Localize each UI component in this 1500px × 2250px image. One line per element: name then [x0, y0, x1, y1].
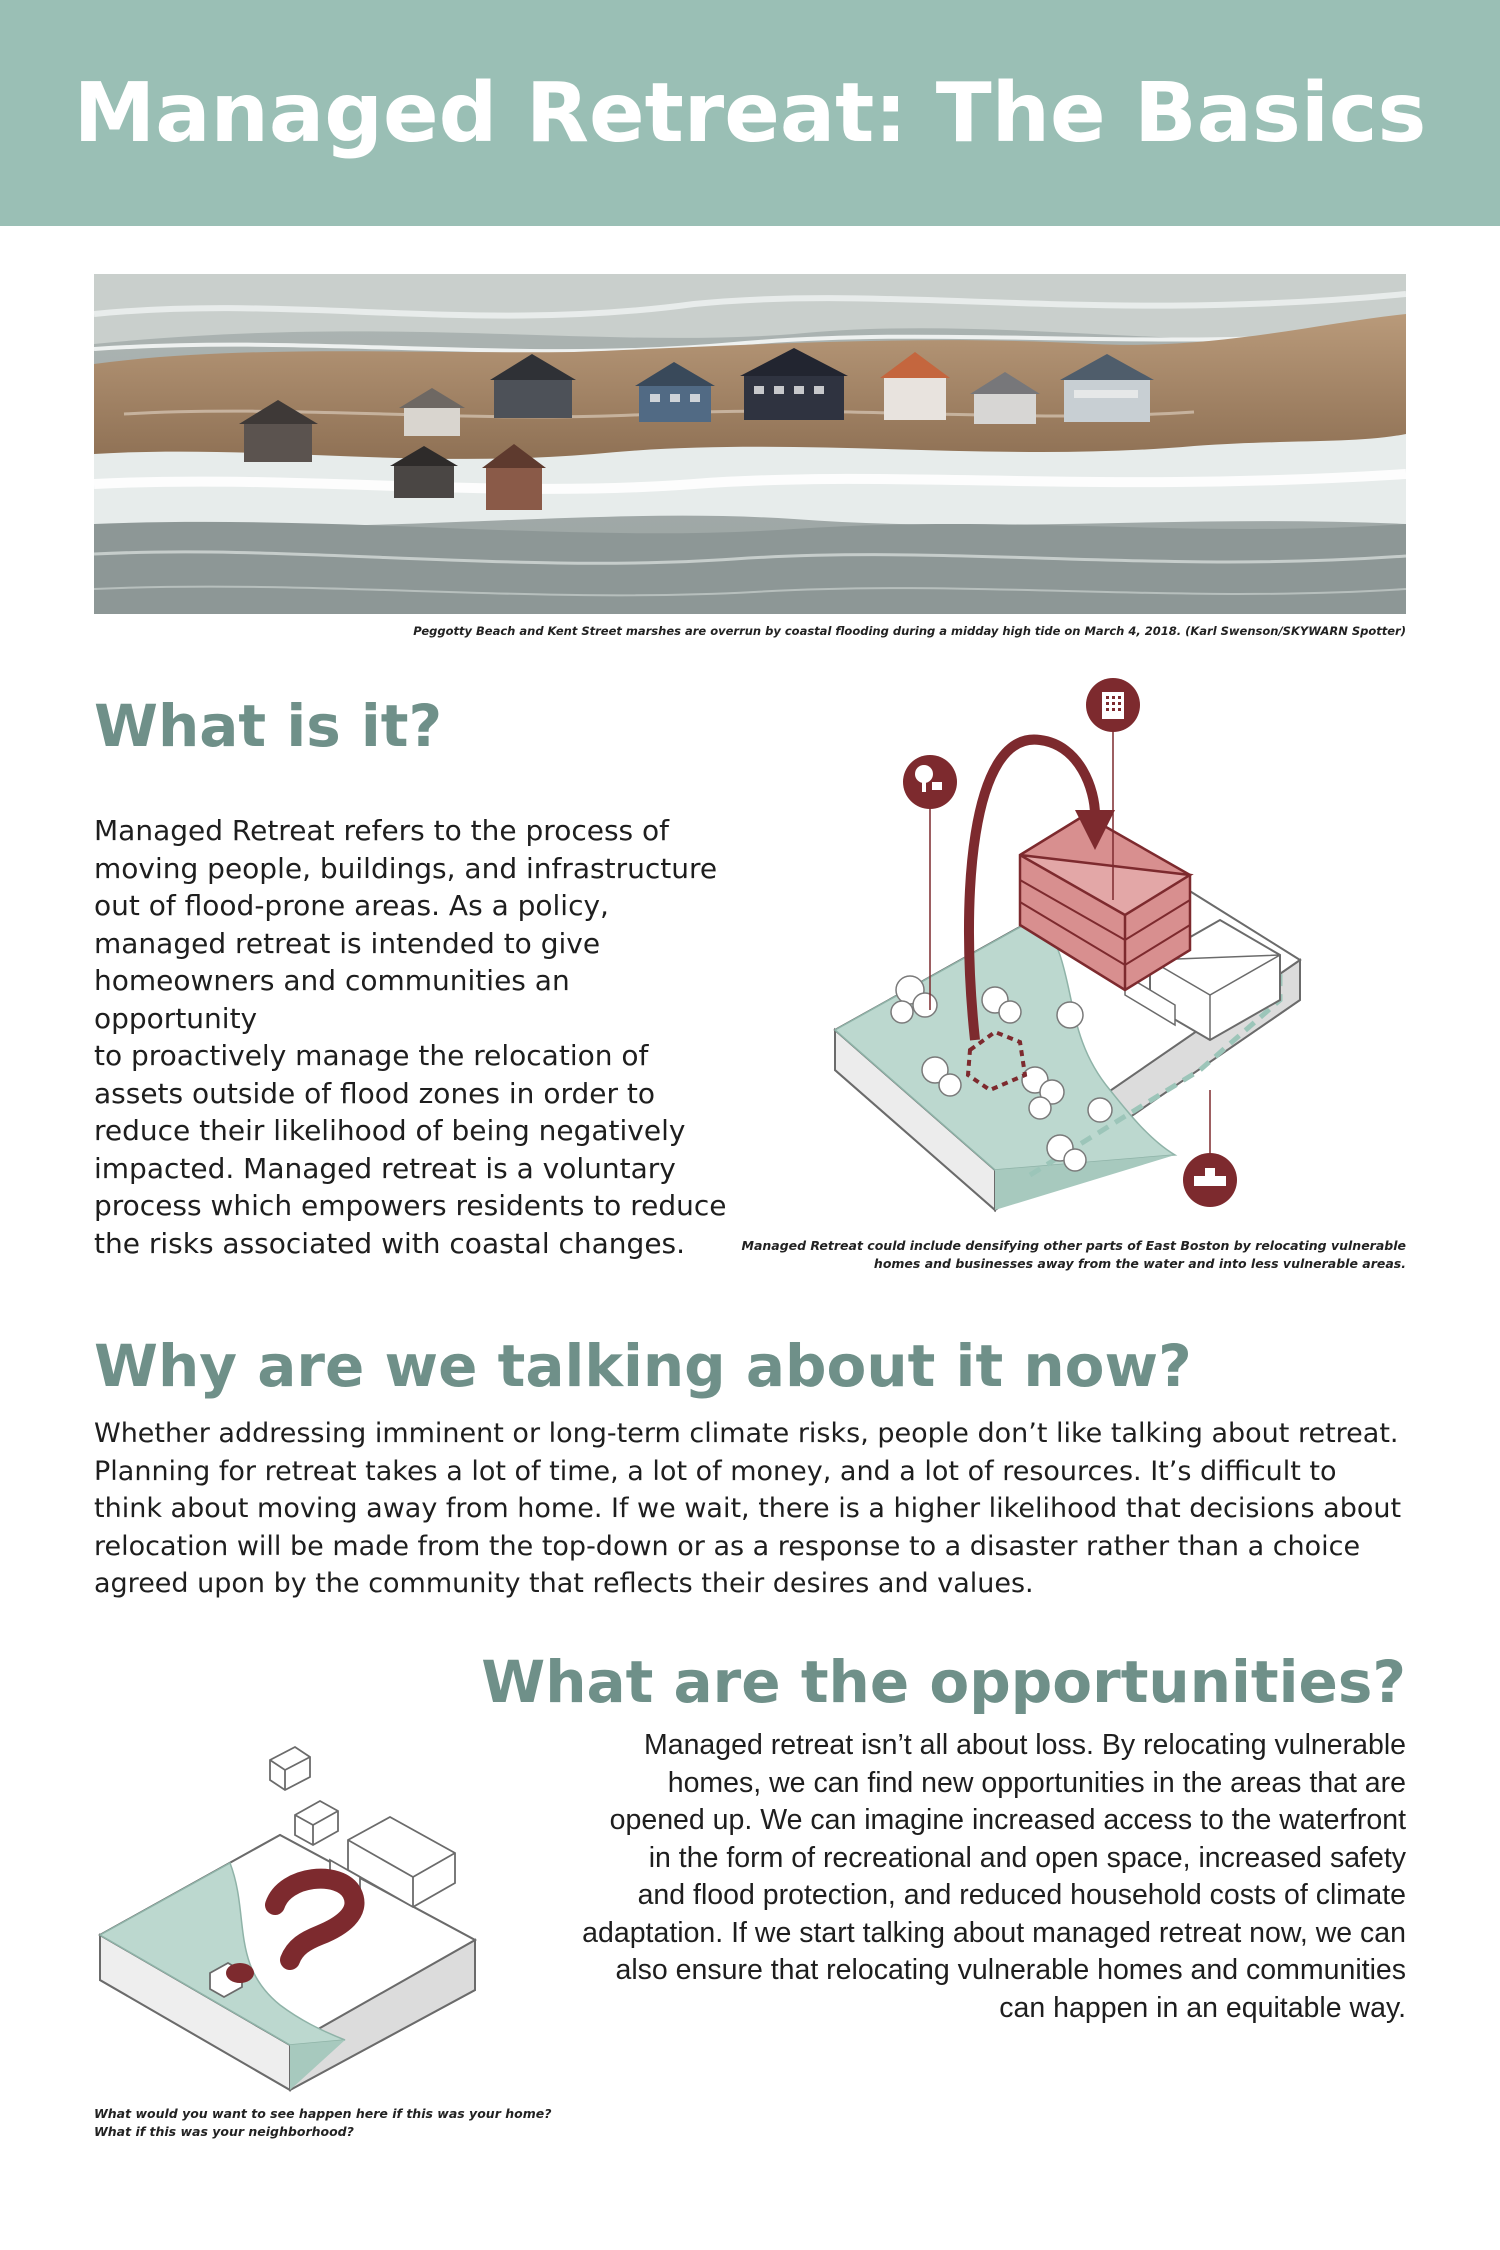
- question-diagram: [90, 1735, 490, 2095]
- paragraph-line: also ensure that relocating vulnerable homes and communities: [615, 1954, 1406, 1986]
- paragraph-line: and flood protection, and reduced household costs of climate: [637, 1879, 1406, 1911]
- paragraph-line: managed retreat is intended to give: [94, 926, 601, 960]
- caption-line: What would you want to see happen here if this was your home?: [94, 2106, 552, 2121]
- paragraph-line: the risks associated with coastal changes.: [94, 1226, 686, 1260]
- paragraph-line: relocation will be made from the top-down or as a response to a disaster rather than a choice: [94, 1530, 1361, 1562]
- caption-line: Managed Retreat could include densifying other parts of East Boston by relocating vulnerable: [741, 1238, 1406, 1253]
- paragraph-line: adaptation. If we start talking about managed retreat now, we can: [582, 1916, 1406, 1949]
- paragraph-line: can happen in an equitable way.: [999, 1991, 1406, 2024]
- title-banner: [0, 0, 1500, 226]
- paragraph-line: impacted. Managed retreat is a voluntary: [94, 1151, 676, 1185]
- paragraph-line: Managed retreat isn’t all about loss. By relocating vulnerable: [643, 1729, 1406, 1761]
- paragraph-line: Whether addressing imminent or long-term climate risks, people don’t like talking about retreat.: [94, 1418, 1399, 1449]
- opportunities-paragraph: [526, 1727, 1406, 2027]
- what-is-it-paragraph: [94, 812, 734, 1262]
- paragraph-line: reduce their likelihood of being negatively: [94, 1114, 686, 1147]
- what-is-it-heading: What is it?: [94, 692, 443, 760]
- question-diagram-caption: [94, 2105, 551, 2141]
- paragraph-line: think about moving away from home. If we wait, there is a higher likelihood that decisions about: [94, 1493, 1402, 1524]
- caption-line: homes and businesses away from the water and into less vulnerable areas.: [873, 1256, 1406, 1271]
- caption-line: What if this was your neighborhood?: [94, 2124, 354, 2139]
- paragraph-line: process which empowers residents to reduce: [94, 1189, 727, 1222]
- paragraph-line: assets outside of flood zones in order to: [94, 1076, 655, 1110]
- paragraph-line: out of flood-prone areas. As a policy,: [94, 889, 609, 922]
- paragraph-line: in the form of recreational and open space, increased safety: [648, 1841, 1406, 1874]
- photo-caption: Peggotty Beach and Kent Street marshes are overrun by coastal flooding during a midday high tide on March 4, 2018. (Karl Swenson/SKYWARN Spotter): [413, 624, 1406, 638]
- paragraph-line: agreed upon by the community that reflects their desires and values.: [94, 1568, 1034, 1599]
- paragraph-line: to proactively manage the relocation of: [94, 1039, 649, 1072]
- coastal-flooding-photo: [94, 274, 1406, 614]
- paragraph-line: opened up. We can imagine increased access to the waterfront: [609, 1804, 1406, 1836]
- why-now-heading: Why are we talking about it now?: [94, 1332, 1192, 1400]
- relocation-diagram: [820, 670, 1320, 1230]
- why-now-paragraph: [94, 1415, 1414, 1603]
- relocation-diagram-caption: [742, 1237, 1407, 1273]
- paragraph-line: Managed Retreat refers to the process of: [94, 814, 670, 847]
- paragraph-line: Planning for retreat takes a lot of time, a lot of money, and a lot of resources. It’s difficult to: [94, 1455, 1337, 1487]
- opportunities-heading: What are the opportunities?: [481, 1648, 1406, 1716]
- paragraph-line: homes, we can find new opportunities in the areas that are: [667, 1766, 1406, 1799]
- page-title: Managed Retreat: The Basics: [73, 65, 1427, 161]
- paragraph-line: moving people, buildings, and infrastructure: [94, 851, 718, 885]
- paragraph-line: homeowners and communities an opportunity: [94, 964, 570, 1035]
- flooded-houses-illustration: [94, 274, 1406, 614]
